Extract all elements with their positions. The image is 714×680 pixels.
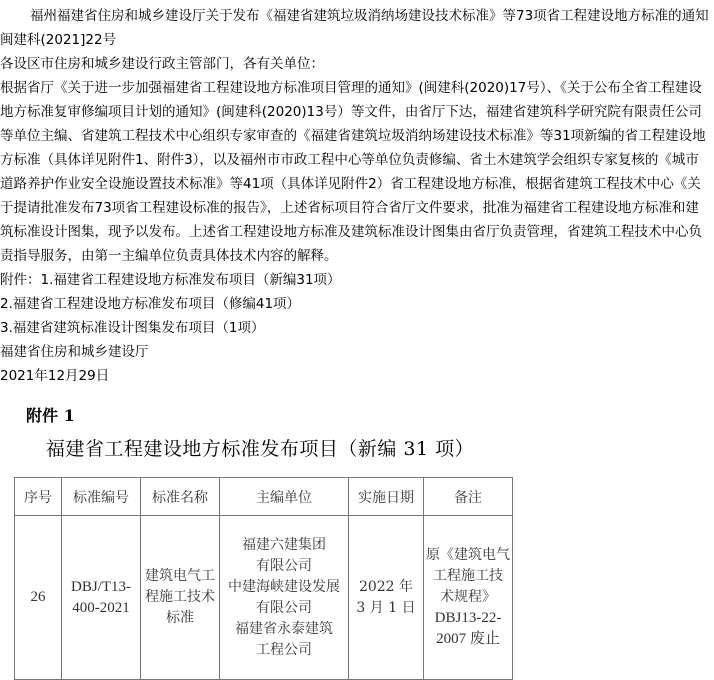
remark-line: 原《建筑电气: [426, 547, 510, 563]
org-line: 有限公司: [256, 599, 312, 616]
cell-date: [349, 516, 424, 680]
code-line: DBJ/T13-: [71, 578, 131, 595]
attachment-list-item: 2.福建省工程建设地方标准发布项目（修编41项）: [0, 296, 301, 312]
cell-name: [141, 516, 220, 680]
remark-line: 2007 废止: [436, 631, 500, 647]
table-header-row: [15, 478, 513, 516]
header-org: 主编单位: [220, 478, 349, 516]
remark-line: DBJ13-22-: [434, 610, 502, 626]
attachment-title: 福建省工程建设地方标准发布项目（新编 31 项）: [45, 438, 475, 460]
org-line: 福建省永泰建筑: [235, 620, 333, 637]
name-line: 标准: [166, 610, 194, 626]
header-date: 实施日期: [349, 478, 424, 516]
org-line: 中建海峡建设发展: [228, 578, 340, 595]
org-line: 有限公司: [256, 557, 312, 574]
cell-remark: [424, 516, 513, 680]
standards-table: [14, 477, 513, 680]
header-code: 标准编号: [62, 478, 141, 516]
code-line: 400-2021: [72, 599, 130, 616]
notice-text: [0, 4, 712, 388]
attachment-list-item: 3.福建省建筑标准设计图集发布项目（1项）: [0, 320, 265, 336]
remark-line: 工程施工技: [433, 568, 503, 584]
date-line: 3 月 1 日: [356, 599, 416, 616]
salutation: 各设区市住房和城乡建设行政主管部门，各有关单位：: [0, 56, 324, 72]
remark-line: 术规程》: [440, 589, 496, 605]
name-line: 程施工技术: [145, 589, 215, 605]
org-line: 工程公司: [256, 641, 312, 658]
attachment-label: 附件 1: [26, 406, 75, 425]
name-line: 建筑电气工: [145, 568, 215, 584]
header-seq: 序号: [15, 478, 62, 516]
issue-date: 2021年12月29日: [0, 368, 110, 384]
cell-code: [62, 516, 141, 680]
table-row: [15, 516, 513, 680]
issuer: 福建省住房和城乡建设厅: [0, 344, 149, 360]
doc-number: 闽建科(2021]22号: [0, 32, 117, 48]
cell-org: [220, 516, 349, 680]
notice-title: 福州福建省住房和城乡建设厅关于发布《福建省建筑垃圾消纳场建设技术标准》等73项省工程建设地方标准的通知: [30, 8, 709, 24]
attachment-list-item: 附件：1.福建省工程建设地方标准发布项目（新编31项）: [0, 272, 341, 288]
notice-body: 根据省厅《关于进一步加强福建省工程建设地方标准项目管理的通知》(闽建科(2020)17号）、《关于公布全省工程建设地方标准复审修编项目计划的通知》(闽建科(2020)13号）等文件，由省厅下达，福建省建筑科学研究院有限责任公司等单位主编、省建筑工程技术中心组织专家审查的《福建省建筑垃圾消纳场建设技术标准》等31项新编的省工程建设地方标准（具体详见附件1、附件3），以及福州市市政工程中心等单位负责修编、省土木建筑学会组织专家复核的《城市道路养护作业安全设施设置技术标准》等41项（具体详见附件2）省工程建设地方标准，根据省建筑工程技术中心《关于提请批准发布73项省工程建设标准的报告》，上述省标项目符合省厅文件要求，批准为福建省工程建设地方标准和建筑标准设计图集，现予以发布。上述省工程建设地方标准及建筑标准设计图集由省厅负责管理，省建筑工程技术中心负责指导服务，由第一主编单位负责具体技术内容的解释。: [0, 80, 706, 264]
org-line: 福建六建集团: [242, 536, 326, 553]
date-line: 2022 年: [358, 578, 414, 595]
header-name: 标准名称: [141, 478, 220, 516]
cell-seq: 26: [15, 516, 62, 680]
header-remark: 备注: [424, 478, 513, 516]
